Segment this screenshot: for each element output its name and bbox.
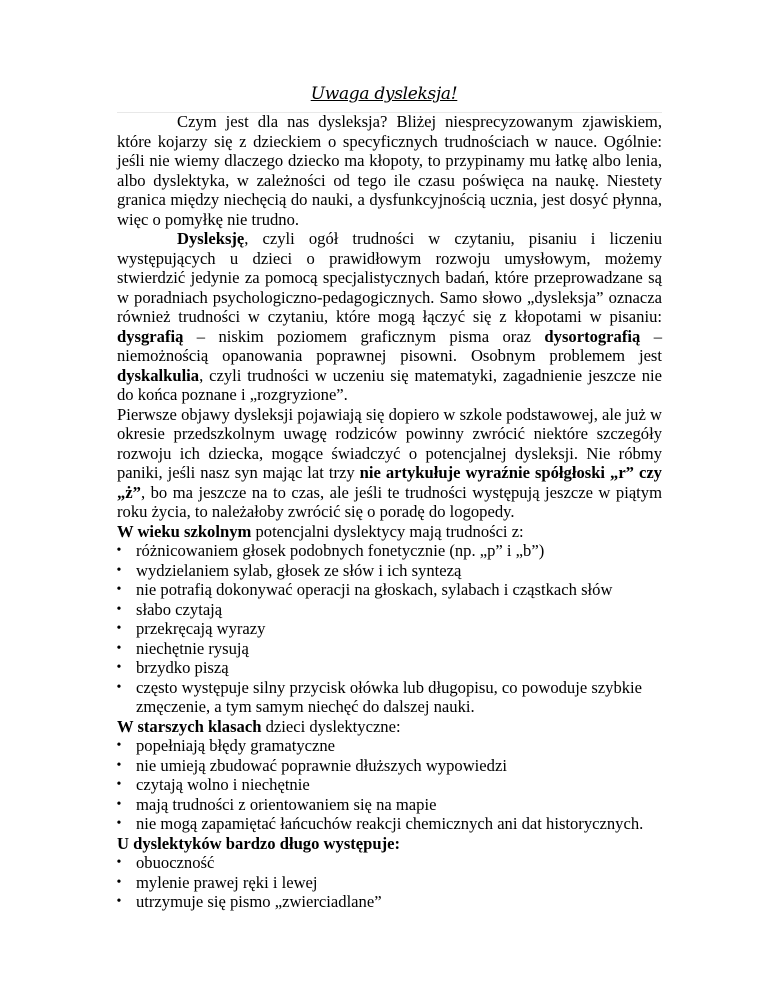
- bullet-icon: •: [116, 816, 122, 831]
- term-dysgrafia: dysgrafią: [117, 326, 184, 346]
- list-older-classes: [117, 736, 662, 834]
- term-dyskalkulia: dyskalkulia: [117, 365, 200, 385]
- list-item: [117, 853, 662, 873]
- list-item-text: mylenie prawej ręki i lewej: [136, 872, 318, 892]
- text-span: – niemożnością opanowania poprawnej pisowni. Osobnym problemem jest: [117, 326, 662, 365]
- list-item: [117, 561, 662, 581]
- list-item: [117, 541, 662, 561]
- bullet-icon: •: [116, 679, 122, 695]
- list-item-text: nie potrafią dokonywać operacji na głoskach, sylabach i cząstkach słów: [136, 580, 613, 599]
- bullet-icon: •: [116, 855, 122, 870]
- heading-bold: U dyslektyków bardzo długo występuje:: [117, 833, 401, 853]
- text-span: Pierwsze objawy dysleksji pojawiają się dopiero w szkole podstawowej, ale już w okresie przedszkolnym uwagę rodziców powinny zwrócić niektóre szczegóły rozwoju ich dziecka, mogące świadczyć o potencjalnej dysleksji. Nie róbmy paniki, jeśli nasz syn mając lat trzy: [117, 404, 662, 482]
- text-span: , bo ma jeszcze na to czas, ale jeśli te trudności występują jeszcze w piątym roku życia, to należałoby zwrócić się o poradę do logopedy.: [117, 482, 662, 521]
- paragraph-definition: [117, 229, 662, 405]
- bullet-icon: •: [116, 777, 122, 792]
- list-item-text: utrzymuje się pismo „zwierciadlane”: [136, 892, 382, 911]
- bullet-icon: •: [116, 582, 122, 597]
- list-item: [117, 619, 662, 639]
- list-item-text: mają trudności z orientowaniem się na mapie: [136, 794, 437, 814]
- bullet-icon: •: [116, 738, 122, 753]
- text-span: , czyli ogół trudności w czytaniu, pisaniu i liczeniu występujących u dzieci o prawidłowym rozwoju umysłowym, możemy stwierdzić jedynie za pomocą specjalistycznych badań, które przeprowadzane są w poradniach psychologiczno-pedagogicznych. Samo słowo „dysleksja” oznacza również trudności w czytaniu, które mogą łączyć się z kłopotami w pisaniu:: [117, 229, 662, 326]
- text-span: – niskim poziomem graficznym pisma oraz: [183, 326, 545, 346]
- heading-rest: potencjalni dyslektycy mają trudności z:: [251, 521, 524, 541]
- list-item-text: wydzielaniem sylab, głosek ze słów i ich syntezą: [136, 560, 462, 580]
- heading-bold: W wieku szkolnym: [117, 521, 252, 541]
- text-span: , czyli trudności w uczeniu się matematyki, zagadnienie jeszcze nie do końca poznane i „rozgryzione”.: [117, 365, 662, 404]
- list-item-text: słabo czytają: [136, 599, 223, 619]
- list-school-age: [117, 541, 662, 717]
- term-dysleksja: Dysleksję: [177, 229, 245, 248]
- list-item-text: czytają wolno i niechętnie: [136, 775, 310, 794]
- list-item: [117, 775, 662, 795]
- bullet-icon: •: [116, 562, 122, 578]
- heading-school-age: [117, 522, 662, 542]
- paragraph-intro: Czym jest dla nas dysleksja? Bliżej niesprecyzowanym zjawiskiem, które kojarzy się z dzieckiem o specyficznych trudnościach w nauce. Ogólnie: jeśli nie wiemy dlaczego dziecko ma kłopoty, to przypinamy mu łatkę albo lenia, albo dyslektyka, w zależności od tego ile czasu poświęca na naukę. Niestety granica między niechęcią do nauki, a dysfunkcyjnością ucznia, jest dosyć płynna, więc o pomyłkę nie trudno.: [117, 112, 662, 229]
- heading-rest: dzieci dyslektyczne:: [261, 716, 401, 736]
- term-dysortografia: dysortografią: [544, 326, 641, 346]
- list-item: [117, 873, 662, 893]
- list-item: [117, 658, 662, 678]
- bullet-icon: •: [116, 621, 122, 636]
- bullet-icon: •: [116, 796, 122, 812]
- list-item-text: niechętnie rysują: [136, 638, 249, 658]
- list-item: [117, 600, 662, 620]
- heading-older-classes: [117, 717, 662, 737]
- list-item: [117, 756, 662, 776]
- list-item-text: brzydko piszą: [136, 658, 229, 677]
- list-item-text: często występuje silny przycisk ołówka lub długopisu, co powoduje szybkie zmęczenie, a tym samym niechęć do dalszej nauki.: [136, 677, 643, 716]
- list-item: [117, 580, 662, 600]
- list-item: [117, 814, 662, 834]
- list-item: [117, 678, 662, 717]
- heading-long-term: [117, 834, 662, 854]
- list-item-text: nie umieją zbudować poprawnie dłuższych wypowiedzi: [136, 755, 507, 775]
- document-title: Uwaga dysleksja!: [310, 84, 458, 104]
- bullet-icon: •: [116, 543, 122, 558]
- emphasis-articulation: nie artykułuje wyraźnie spółgłoski „r” czy „ż”: [117, 463, 662, 502]
- bullet-icon: •: [116, 874, 122, 890]
- list-item-text: obuoczność: [136, 853, 215, 872]
- list-item: [117, 892, 662, 912]
- bullet-icon: •: [116, 894, 122, 909]
- list-item-text: przekręcają wyrazy: [136, 619, 266, 638]
- paragraph-symptoms: [117, 405, 662, 522]
- bullet-icon: •: [116, 660, 122, 675]
- list-item-text: różnicowaniem głosek podobnych fonetycznie (np. „p” i „b”): [136, 541, 545, 560]
- list-item-text: nie mogą zapamiętać łańcuchów reakcji chemicznych ani dat historycznych.: [136, 814, 644, 833]
- list-item-text: popełniają błędy gramatyczne: [136, 736, 336, 755]
- list-item: [117, 736, 662, 756]
- bullet-icon: •: [116, 757, 122, 773]
- list-item: [117, 639, 662, 659]
- list-item: [117, 795, 662, 815]
- heading-bold: W starszych klasach: [117, 716, 262, 736]
- bullet-icon: •: [116, 601, 122, 617]
- document-body: [117, 112, 662, 912]
- bullet-icon: •: [116, 640, 122, 656]
- list-long-term: [117, 853, 662, 912]
